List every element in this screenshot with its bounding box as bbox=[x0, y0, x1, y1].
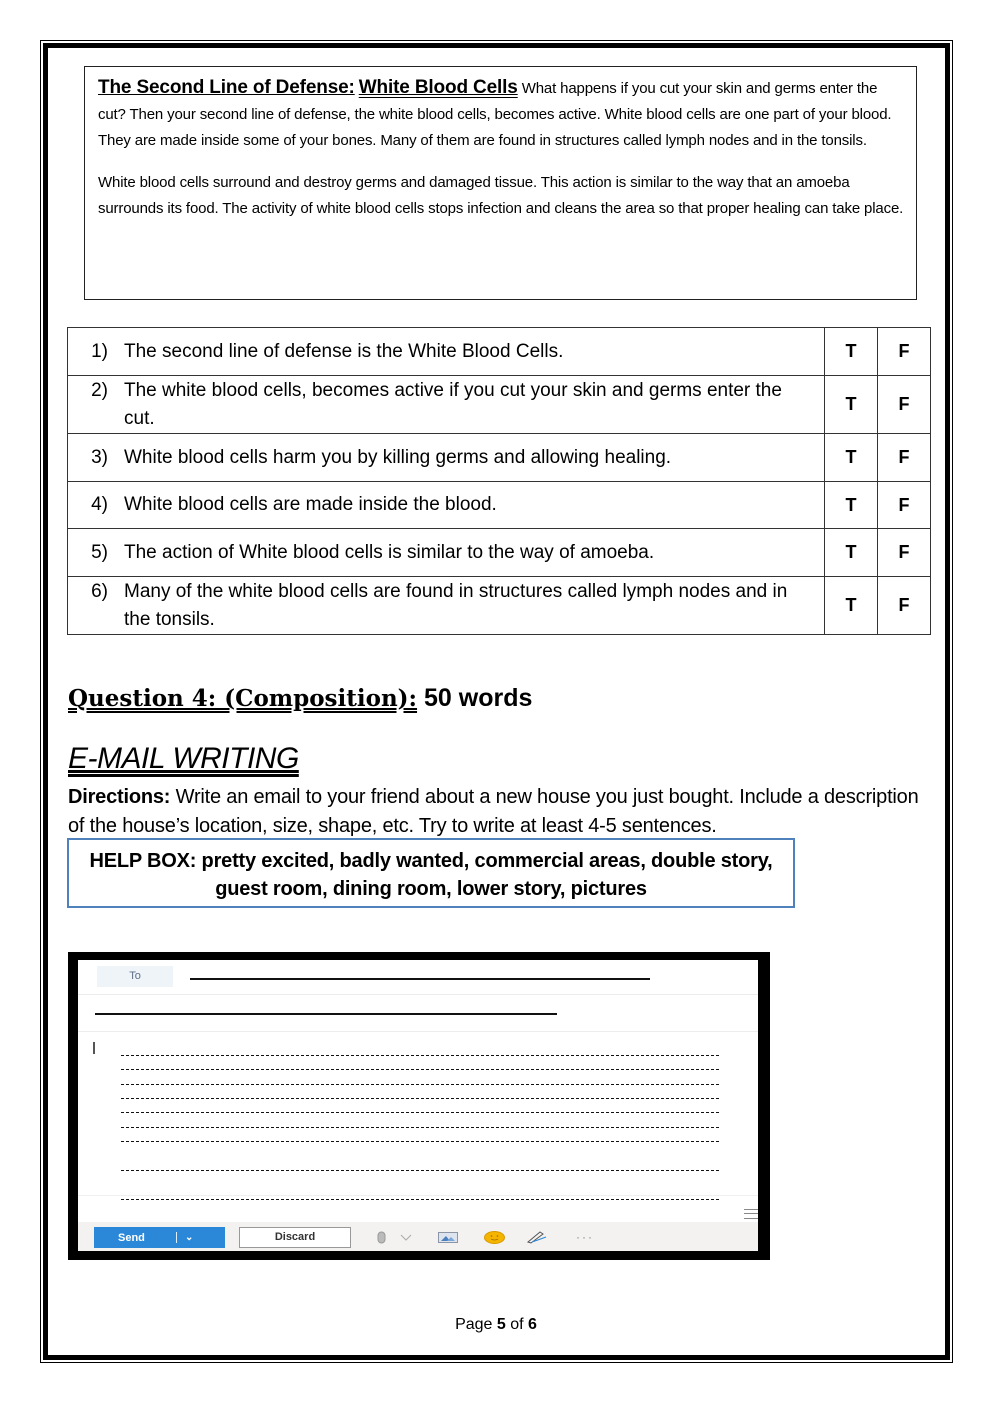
body-answer-line[interactable] bbox=[121, 1084, 719, 1085]
statement-number: 1) bbox=[91, 340, 108, 362]
to-row bbox=[78, 960, 758, 995]
text-cursor bbox=[93, 1042, 95, 1054]
question-4-heading bbox=[68, 684, 532, 713]
true-option[interactable]: T bbox=[825, 328, 878, 376]
table-row bbox=[68, 434, 931, 482]
chevron-down-icon[interactable]: ⌄ bbox=[185, 1232, 194, 1243]
passage-paragraph-1-text: What happens if you cut your skin and germs enter the cut? Then your second line of defense, the white blood cells, becomes active. White blood cells are one part of your blood. They are made inside some of your bones. Many of them are found in structures called lymph nodes and in the tonsils. bbox=[98, 80, 892, 149]
page-number bbox=[0, 1316, 992, 1334]
statement-cell bbox=[68, 577, 825, 635]
body-answer-line[interactable] bbox=[121, 1170, 719, 1171]
false-option[interactable]: F bbox=[878, 482, 931, 529]
statement-number: 4) bbox=[91, 494, 108, 515]
email-compose-window bbox=[68, 952, 770, 1260]
true-option[interactable]: T bbox=[825, 434, 878, 482]
help-box: HELP BOX: pretty excited, badly wanted, commercial areas, double story, guest room, dining room, lower story, pictures bbox=[67, 838, 795, 908]
statement-text: The action of White blood cells is similar to the way of amoeba. bbox=[124, 541, 655, 563]
statement-cell bbox=[68, 376, 825, 434]
table-row bbox=[68, 482, 931, 529]
signature-pen-icon[interactable] bbox=[526, 1228, 548, 1246]
true-option[interactable]: T bbox=[825, 577, 878, 635]
reading-passage-box bbox=[84, 66, 917, 300]
true-option[interactable]: T bbox=[825, 529, 878, 577]
statement-cell bbox=[68, 434, 825, 482]
body-answer-line[interactable] bbox=[121, 1127, 719, 1128]
email-compose-body bbox=[78, 960, 758, 1251]
table-row bbox=[68, 328, 931, 376]
body-separator bbox=[78, 1195, 758, 1196]
page-total: 6 bbox=[528, 1316, 537, 1333]
statement-text: White blood cells are made inside the blood. bbox=[124, 494, 497, 515]
directions bbox=[68, 783, 928, 841]
more-options-icon[interactable]: ··· bbox=[576, 1230, 594, 1244]
send-label: Send bbox=[118, 1231, 145, 1244]
send-button[interactable] bbox=[94, 1227, 225, 1248]
resize-grip-icon[interactable] bbox=[744, 1209, 758, 1219]
page-of: of bbox=[505, 1316, 529, 1333]
compose-toolbar bbox=[78, 1222, 758, 1251]
statement-number: 5) bbox=[91, 541, 108, 563]
statement-number: 2) bbox=[91, 379, 108, 401]
question-4-word-count: 50 words bbox=[417, 684, 533, 712]
email-writing-heading: E-MAIL WRITING bbox=[68, 742, 299, 775]
statement-text: The second line of defense is the White Blood Cells. bbox=[124, 340, 564, 362]
table-row bbox=[68, 376, 931, 434]
discard-button[interactable]: Discard bbox=[239, 1227, 351, 1248]
subject-row bbox=[78, 995, 758, 1032]
to-answer-line[interactable] bbox=[190, 978, 650, 980]
directions-text: Write an email to your friend about a new house you just bought. Include a description of the house’s location, size, shape, etc. Try to write at least 4-5 sentences. bbox=[68, 786, 919, 837]
statement-cell bbox=[68, 529, 825, 577]
page-prefix: Page bbox=[455, 1316, 497, 1333]
passage-paragraph-2: White blood cells surround and destroy germs and damaged tissue. This action is similar to the way that an amoeba surrounds its food. The activity of white blood cells stops infection and cleans the area so that proper healing can take place. bbox=[98, 174, 904, 217]
true-option[interactable]: T bbox=[825, 376, 878, 434]
directions-label: Directions: bbox=[68, 786, 171, 808]
statement-number: 6) bbox=[91, 580, 108, 602]
to-button[interactable]: To bbox=[97, 966, 173, 987]
table-row bbox=[68, 577, 931, 635]
page-current: 5 bbox=[496, 1316, 506, 1333]
false-option[interactable]: F bbox=[878, 434, 931, 482]
chevron-down-icon[interactable] bbox=[399, 1228, 413, 1246]
passage-title: The Second Line of Defense: bbox=[98, 77, 355, 98]
true-false-table bbox=[67, 327, 931, 635]
emoji-icon[interactable] bbox=[483, 1228, 505, 1246]
body-answer-line[interactable] bbox=[121, 1055, 719, 1056]
true-option[interactable]: T bbox=[825, 482, 878, 529]
passage-subtitle: White Blood Cells bbox=[358, 77, 518, 98]
statement-text: The white blood cells, becomes active if you cut your skin and germs enter the cut. bbox=[124, 379, 782, 429]
statement-cell bbox=[68, 482, 825, 529]
body-answer-line[interactable] bbox=[121, 1098, 719, 1099]
statement-cell bbox=[68, 328, 825, 376]
statement-number: 3) bbox=[91, 446, 108, 468]
body-answer-line[interactable] bbox=[121, 1069, 719, 1070]
false-option[interactable]: F bbox=[878, 376, 931, 434]
statement-text: Many of the white blood cells are found in structures called lymph nodes and in the tonsils. bbox=[124, 580, 788, 630]
subject-answer-line[interactable] bbox=[95, 1013, 557, 1015]
body-answer-line[interactable] bbox=[121, 1141, 719, 1142]
table-row bbox=[68, 529, 931, 577]
body-answer-line[interactable] bbox=[121, 1199, 719, 1200]
false-option[interactable]: F bbox=[878, 328, 931, 376]
question-4-title: Question 4: (Composition): bbox=[68, 685, 418, 712]
false-option[interactable]: F bbox=[878, 577, 931, 635]
attach-icon[interactable] bbox=[375, 1228, 387, 1246]
false-option[interactable]: F bbox=[878, 529, 931, 577]
image-icon[interactable] bbox=[437, 1228, 459, 1246]
passage-paragraph-1 bbox=[98, 75, 904, 154]
body-answer-line[interactable] bbox=[121, 1112, 719, 1113]
statement-text: White blood cells harm you by killing germs and allowing healing. bbox=[124, 446, 672, 468]
